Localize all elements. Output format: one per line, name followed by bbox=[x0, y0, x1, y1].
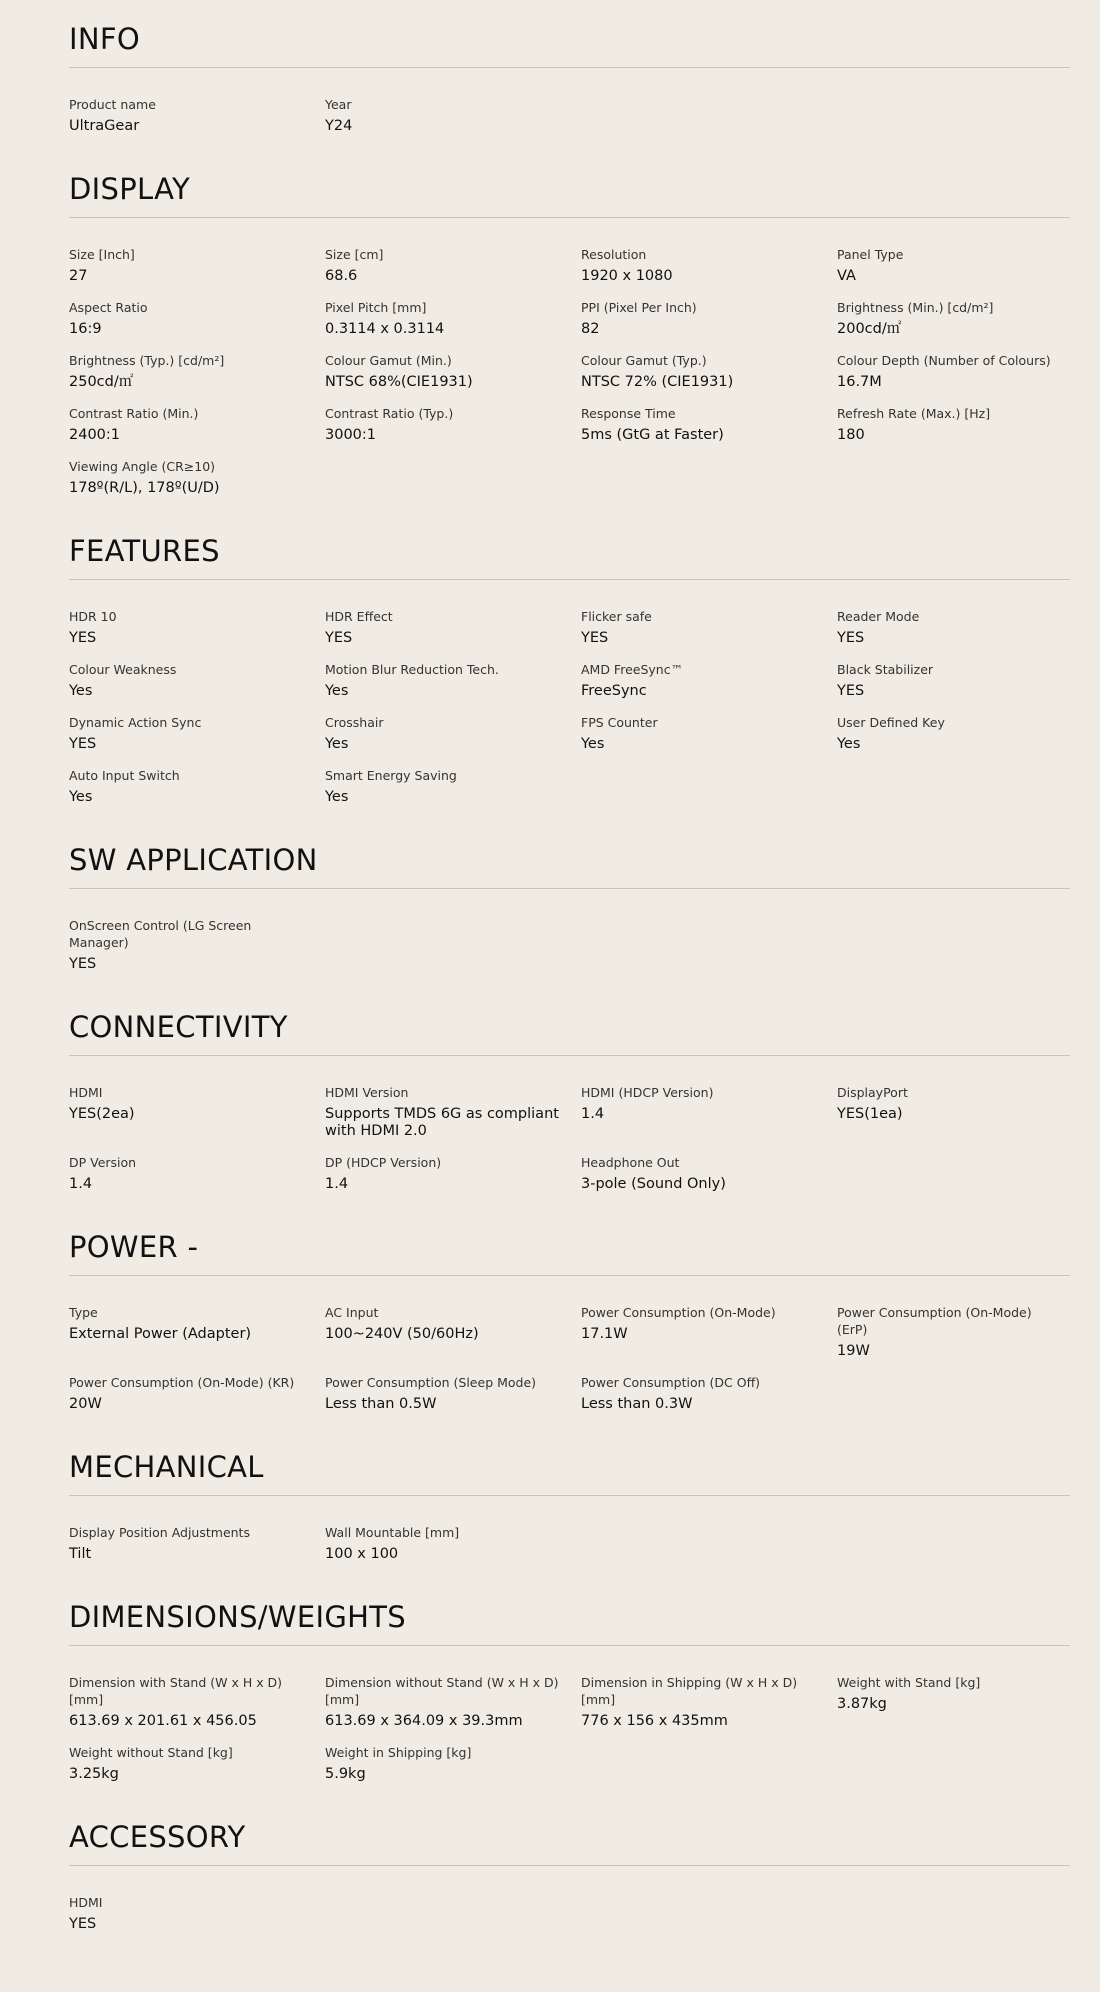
spec-label: Refresh Rate (Max.) [Hz] bbox=[837, 406, 991, 421]
spec-item bbox=[837, 1084, 1070, 1140]
spec-label: Panel Type bbox=[837, 247, 904, 262]
section-divider bbox=[69, 1275, 1070, 1276]
section-title: ACCESSORY bbox=[69, 1820, 246, 1854]
spec-item bbox=[69, 1154, 325, 1193]
spec-item bbox=[325, 714, 581, 753]
spec-section-mechanical bbox=[69, 1450, 1070, 1563]
spec-value: YES bbox=[837, 630, 865, 646]
spec-value: NTSC 68%(CIE1931) bbox=[325, 374, 473, 390]
spec-grid bbox=[69, 246, 1070, 497]
spec-value: 178º(R/L), 178º(U/D) bbox=[69, 480, 220, 496]
spec-value: YES(2ea) bbox=[69, 1106, 135, 1122]
spec-grid bbox=[69, 608, 1070, 806]
spec-label: Brightness (Typ.) [cd/m²] bbox=[69, 353, 225, 368]
spec-label: Aspect Ratio bbox=[69, 300, 148, 315]
spec-value: 180 bbox=[837, 427, 865, 443]
section-divider bbox=[69, 1865, 1070, 1866]
spec-label: DP (HDCP Version) bbox=[325, 1155, 442, 1170]
section-title: INFO bbox=[69, 22, 140, 56]
spec-label: Dimension with Stand (W x H x D) [mm] bbox=[69, 1675, 283, 1707]
spec-label: Viewing Angle (CR≥10) bbox=[69, 459, 216, 474]
spec-value: 200cd/㎡ bbox=[837, 321, 902, 337]
spec-section-sw-application bbox=[69, 843, 1070, 973]
spec-grid bbox=[69, 96, 1070, 135]
spec-label: Black Stabilizer bbox=[837, 662, 934, 677]
spec-item bbox=[581, 1154, 837, 1193]
spec-item bbox=[837, 246, 1070, 285]
spec-label: HDR Effect bbox=[325, 609, 393, 624]
spec-grid bbox=[69, 917, 1070, 973]
spec-value: 3.87kg bbox=[837, 1696, 887, 1712]
spec-value: 1.4 bbox=[325, 1176, 349, 1192]
spec-label: HDMI Version bbox=[325, 1085, 409, 1100]
spec-label: Contrast Ratio (Min.) bbox=[69, 406, 199, 421]
spec-value: 100 x 100 bbox=[325, 1546, 399, 1562]
section-divider bbox=[69, 1495, 1070, 1496]
spec-value: 3.25kg bbox=[69, 1766, 119, 1782]
spec-label: HDR 10 bbox=[69, 609, 117, 624]
spec-section-features bbox=[69, 534, 1070, 806]
spec-item bbox=[69, 661, 325, 700]
spec-value: YES bbox=[69, 1916, 97, 1932]
spec-value: 19W bbox=[837, 1343, 870, 1359]
spec-item bbox=[837, 714, 1070, 753]
spec-label: Colour Gamut (Typ.) bbox=[581, 353, 707, 368]
spec-value: YES bbox=[325, 630, 353, 646]
section-divider bbox=[69, 217, 1070, 218]
spec-label: OnScreen Control (LG Screen Manager) bbox=[69, 918, 252, 950]
spec-item bbox=[69, 608, 325, 647]
spec-value: Yes bbox=[325, 683, 349, 699]
spec-item bbox=[325, 608, 581, 647]
spec-value: External Power (Adapter) bbox=[69, 1326, 252, 1342]
spec-item bbox=[581, 714, 837, 753]
spec-item bbox=[69, 1304, 325, 1360]
spec-item bbox=[69, 1084, 325, 1140]
spec-value: Less than 0.3W bbox=[581, 1396, 693, 1412]
spec-item bbox=[837, 405, 1070, 444]
spec-grid bbox=[69, 1674, 1070, 1783]
spec-value: 2400:1 bbox=[69, 427, 121, 443]
spec-label: Reader Mode bbox=[837, 609, 920, 624]
spec-section-accessory bbox=[69, 1820, 1070, 1933]
spec-item bbox=[69, 96, 325, 135]
spec-label: DP Version bbox=[69, 1155, 137, 1170]
spec-item bbox=[325, 96, 581, 135]
spec-value: YES bbox=[69, 956, 97, 972]
spec-value: UltraGear bbox=[69, 118, 140, 134]
spec-label: Brightness (Min.) [cd/m²] bbox=[837, 300, 994, 315]
spec-value: FreeSync bbox=[581, 683, 647, 699]
spec-item bbox=[325, 1154, 581, 1193]
spec-item bbox=[325, 661, 581, 700]
spec-item bbox=[69, 917, 325, 973]
spec-item bbox=[581, 608, 837, 647]
spec-label: AC Input bbox=[325, 1305, 379, 1320]
spec-label: Size [Inch] bbox=[69, 247, 135, 262]
spec-value: 1.4 bbox=[69, 1176, 93, 1192]
spec-section-info bbox=[69, 22, 1070, 135]
spec-value: 5ms (GtG at Faster) bbox=[581, 427, 724, 443]
spec-item bbox=[325, 352, 581, 391]
spec-item bbox=[69, 458, 325, 497]
spec-value: Yes bbox=[325, 736, 349, 752]
spec-item bbox=[581, 1304, 837, 1360]
spec-item bbox=[325, 246, 581, 285]
spec-label: HDMI (HDCP Version) bbox=[581, 1085, 714, 1100]
spec-label: HDMI bbox=[69, 1895, 103, 1910]
spec-label: Weight without Stand [kg] bbox=[69, 1745, 233, 1760]
spec-item bbox=[325, 405, 581, 444]
section-divider bbox=[69, 888, 1070, 889]
spec-label: Weight with Stand [kg] bbox=[837, 1675, 981, 1690]
spec-label: Resolution bbox=[581, 247, 647, 262]
spec-item bbox=[581, 246, 837, 285]
spec-value: VA bbox=[837, 268, 856, 284]
spec-item bbox=[325, 1744, 581, 1783]
spec-value: Y24 bbox=[325, 118, 353, 134]
section-divider bbox=[69, 579, 1070, 580]
spec-item bbox=[69, 1524, 325, 1563]
spec-value: Supports TMDS 6G as compliant with HDMI 2.0 bbox=[325, 1106, 559, 1139]
spec-item bbox=[837, 661, 1070, 700]
spec-grid bbox=[69, 1524, 1070, 1563]
spec-label: User Defined Key bbox=[837, 715, 945, 730]
spec-label: Dynamic Action Sync bbox=[69, 715, 202, 730]
spec-label: HDMI bbox=[69, 1085, 103, 1100]
spec-item bbox=[69, 299, 325, 338]
spec-value: 16:9 bbox=[69, 321, 102, 337]
spec-label: Display Position Adjustments bbox=[69, 1525, 250, 1540]
spec-item bbox=[581, 1374, 837, 1413]
section-title: FEATURES bbox=[69, 534, 220, 568]
spec-label: Type bbox=[69, 1305, 98, 1320]
spec-value: 16.7M bbox=[837, 374, 882, 390]
spec-label: Response Time bbox=[581, 406, 676, 421]
spec-label: Power Consumption (On-Mode) (KR) bbox=[69, 1375, 295, 1390]
spec-item bbox=[325, 299, 581, 338]
spec-item bbox=[837, 1304, 1070, 1360]
spec-value: Yes bbox=[581, 736, 605, 752]
spec-item bbox=[325, 1084, 581, 1140]
spec-label: FPS Counter bbox=[581, 715, 658, 730]
spec-item bbox=[69, 246, 325, 285]
spec-value: 3-pole (Sound Only) bbox=[581, 1176, 726, 1192]
spec-value: 100~240V (50/60Hz) bbox=[325, 1326, 479, 1342]
spec-item bbox=[581, 405, 837, 444]
spec-section-display bbox=[69, 172, 1070, 497]
section-title: CONNECTIVITY bbox=[69, 1010, 288, 1044]
spec-item bbox=[837, 608, 1070, 647]
spec-value: 27 bbox=[69, 268, 88, 284]
spec-label: Dimension without Stand (W x H x D) [mm] bbox=[325, 1675, 559, 1707]
spec-value: 613.69 x 201.61 x 456.05 bbox=[69, 1713, 257, 1729]
spec-label: Power Consumption (DC Off) bbox=[581, 1375, 761, 1390]
spec-value: Less than 0.5W bbox=[325, 1396, 437, 1412]
section-title: MECHANICAL bbox=[69, 1450, 264, 1484]
spec-item bbox=[69, 1374, 325, 1413]
spec-label: Wall Mountable [mm] bbox=[325, 1525, 460, 1540]
spec-item bbox=[69, 1894, 325, 1933]
spec-label: Size [cm] bbox=[325, 247, 384, 262]
spec-grid bbox=[69, 1084, 1070, 1193]
spec-section-power bbox=[69, 1230, 1070, 1413]
spec-value: Yes bbox=[837, 736, 861, 752]
spec-label: Smart Energy Saving bbox=[325, 768, 457, 783]
section-title: DIMENSIONS/WEIGHTS bbox=[69, 1600, 406, 1634]
section-divider bbox=[69, 1055, 1070, 1056]
spec-label: Product name bbox=[69, 97, 156, 112]
spec-label: Weight in Shipping [kg] bbox=[325, 1745, 472, 1760]
spec-value: 0.3114 x 0.3114 bbox=[325, 321, 445, 337]
spec-value: 5.9kg bbox=[325, 1766, 366, 1782]
spec-label: DisplayPort bbox=[837, 1085, 908, 1100]
spec-value: 776 x 156 x 435mm bbox=[581, 1713, 728, 1729]
spec-label: Power Consumption (Sleep Mode) bbox=[325, 1375, 537, 1390]
spec-grid bbox=[69, 1304, 1070, 1413]
spec-value: YES bbox=[69, 736, 97, 752]
spec-value: Yes bbox=[69, 683, 93, 699]
section-title: SW APPLICATION bbox=[69, 843, 318, 877]
spec-value: YES bbox=[69, 630, 97, 646]
spec-value: YES(1ea) bbox=[837, 1106, 903, 1122]
spec-value: YES bbox=[837, 683, 865, 699]
section-title: DISPLAY bbox=[69, 172, 191, 206]
spec-label: AMD FreeSync™ bbox=[581, 662, 684, 677]
spec-value: NTSC 72% (CIE1931) bbox=[581, 374, 734, 390]
spec-item bbox=[581, 352, 837, 391]
spec-item bbox=[69, 1674, 325, 1730]
spec-value: 20W bbox=[69, 1396, 102, 1412]
spec-grid bbox=[69, 1894, 1070, 1933]
spec-label: Power Consumption (On-Mode) bbox=[581, 1305, 776, 1320]
spec-label: Colour Gamut (Min.) bbox=[325, 353, 452, 368]
spec-section-connectivity bbox=[69, 1010, 1070, 1193]
spec-section-dimensions-weights bbox=[69, 1600, 1070, 1783]
spec-label: Pixel Pitch [mm] bbox=[325, 300, 427, 315]
spec-item bbox=[837, 352, 1070, 391]
spec-item bbox=[69, 714, 325, 753]
spec-item bbox=[581, 1674, 837, 1730]
spec-item bbox=[837, 1674, 1070, 1730]
spec-label: Dimension in Shipping (W x H x D) [mm] bbox=[581, 1675, 798, 1707]
section-title: POWER - bbox=[69, 1230, 199, 1264]
spec-item bbox=[69, 1744, 325, 1783]
spec-label: Colour Weakness bbox=[69, 662, 177, 677]
spec-label: Motion Blur Reduction Tech. bbox=[325, 662, 499, 677]
spec-label: Colour Depth (Number of Colours) bbox=[837, 353, 1051, 368]
section-divider bbox=[69, 67, 1070, 68]
spec-label: Headphone Out bbox=[581, 1155, 680, 1170]
spec-value: 250cd/㎡ bbox=[69, 374, 134, 390]
spec-item bbox=[69, 767, 325, 806]
spec-value: Yes bbox=[325, 789, 349, 805]
spec-value: 613.69 x 364.09 x 39.3mm bbox=[325, 1713, 523, 1729]
spec-value: Tilt bbox=[69, 1546, 92, 1562]
spec-item bbox=[325, 1304, 581, 1360]
spec-value: Yes bbox=[69, 789, 93, 805]
spec-label: Power Consumption (On-Mode) (ErP) bbox=[837, 1305, 1032, 1337]
spec-item bbox=[325, 767, 581, 806]
section-divider bbox=[69, 1645, 1070, 1646]
spec-item bbox=[837, 299, 1070, 338]
spec-value: 1920 x 1080 bbox=[581, 268, 673, 284]
spec-label: Contrast Ratio (Typ.) bbox=[325, 406, 454, 421]
spec-label: Crosshair bbox=[325, 715, 384, 730]
spec-item bbox=[325, 1374, 581, 1413]
spec-label: Year bbox=[325, 97, 352, 112]
spec-item bbox=[325, 1674, 581, 1730]
spec-value: 1.4 bbox=[581, 1106, 605, 1122]
spec-value: 82 bbox=[581, 321, 600, 337]
spec-label: PPI (Pixel Per Inch) bbox=[581, 300, 697, 315]
spec-item bbox=[69, 352, 325, 391]
spec-value: 3000:1 bbox=[325, 427, 377, 443]
spec-label: Auto Input Switch bbox=[69, 768, 180, 783]
spec-value: 68.6 bbox=[325, 268, 358, 284]
spec-label: Flicker safe bbox=[581, 609, 652, 624]
spec-value: 17.1W bbox=[581, 1326, 628, 1342]
spec-item bbox=[581, 661, 837, 700]
spec-value: YES bbox=[581, 630, 609, 646]
spec-item bbox=[325, 1524, 581, 1563]
spec-item bbox=[581, 1084, 837, 1140]
spec-item bbox=[69, 405, 325, 444]
spec-item bbox=[581, 299, 837, 338]
